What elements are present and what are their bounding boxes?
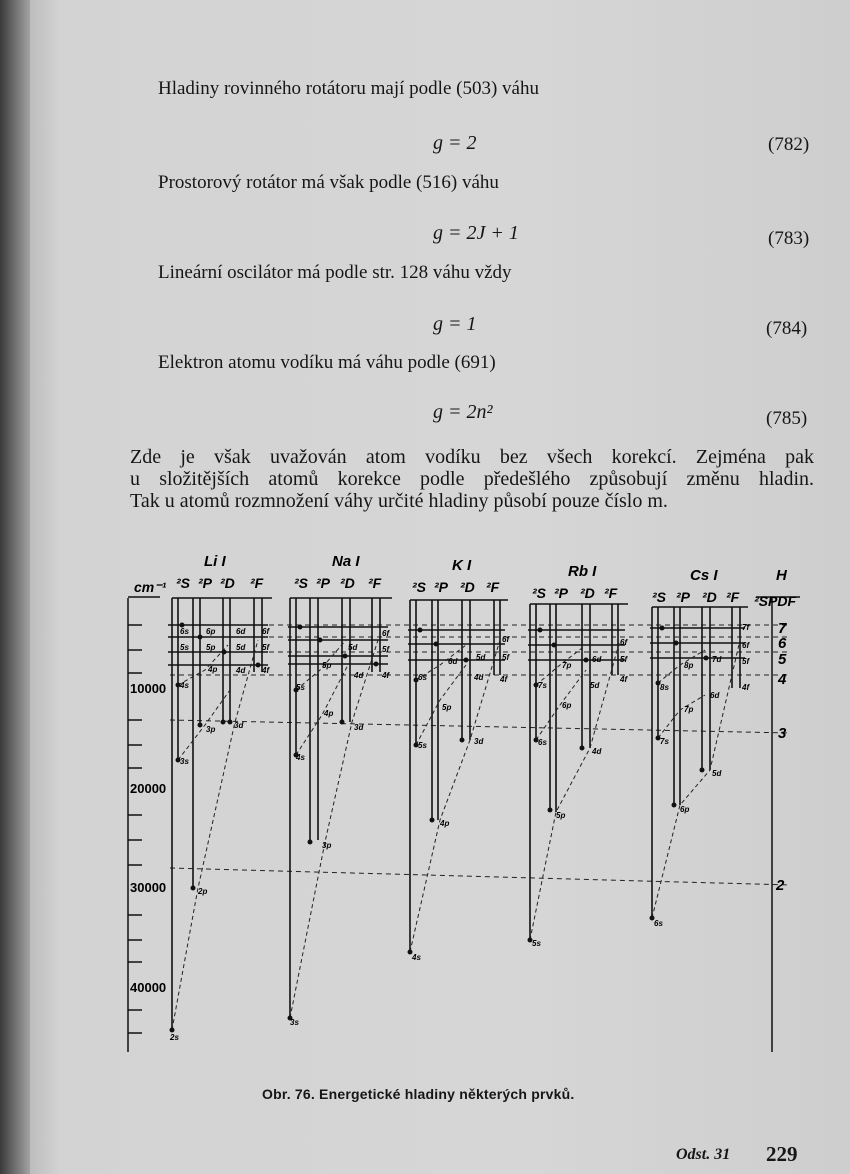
element-li: Li I — [204, 553, 226, 570]
na-label-5f: 5f — [382, 645, 390, 654]
cs-label-6p: 6p — [680, 805, 690, 814]
li-label-2p: 2p — [198, 887, 208, 896]
k-label-5s: 5s — [418, 741, 427, 750]
axis-tick-10000: 10000 — [130, 681, 167, 696]
k-label-5p: 5p — [442, 703, 452, 712]
li-label-4d: 4d — [236, 666, 246, 675]
k-label-4d: 4d — [474, 673, 484, 682]
paragraph-line-3: Tak u atomů rozmnožení váhy určité hladiny působí pouze číslo m. — [130, 490, 668, 512]
na-label-4d: 4d — [354, 671, 364, 680]
li-label-5p: 5p — [206, 643, 216, 652]
rb-label-5p: 5p — [556, 811, 566, 820]
footer-section: Odst. 31 — [676, 1146, 731, 1163]
equation-number-783: (783) — [768, 228, 810, 249]
rb-label-7s: 7s — [538, 681, 547, 690]
element-k: K I — [452, 557, 472, 574]
cs-label-7s: 7s — [660, 737, 669, 746]
k-label-6s: 6s — [418, 673, 427, 682]
li-header-d: ²D — [220, 575, 235, 591]
k-label-4p: 4p — [440, 819, 450, 828]
rb-header-f: ²F — [604, 585, 618, 601]
li-label-3d: 3d — [234, 721, 244, 730]
k-label-5f: 5f — [502, 653, 510, 662]
li-label-5f: 5f — [262, 643, 270, 652]
li-label-5s: 5s — [180, 643, 189, 652]
na-header-f: ²F — [368, 575, 382, 591]
na-label-4s: 4s — [296, 753, 305, 762]
element-na: Na I — [332, 553, 360, 570]
cs-label-4f: 4f — [742, 683, 750, 692]
rb-header-s: ²S — [532, 585, 546, 601]
paragraph-line-2: u složitějších atomů korekce podle předešlého způsobují změnu hladin. — [130, 468, 814, 490]
element-cs: Cs I — [690, 567, 718, 584]
li-header-f: ²F — [250, 575, 264, 591]
figure-caption: Obr. 76. Energetické hladiny některých prvků. — [262, 1086, 575, 1102]
li-label-6d: 6d — [236, 627, 246, 636]
k-label-6f: 6f — [502, 635, 510, 644]
k-header-d: ²D — [460, 579, 475, 595]
cs-label-6d: 6d — [710, 691, 720, 700]
na-label-6f: 6f — [382, 629, 390, 638]
cs-label-6s: 6s — [654, 919, 663, 928]
text-line-2: Prostorový rotátor má však podle (516) váhu — [158, 172, 499, 193]
axis-tick-30000: 30000 — [130, 880, 167, 895]
text-line-4: Elektron atomu vodíku má váhu podle (691) — [158, 352, 496, 373]
paragraph-line-1: Zde je však uvažován atom vodíku bez všech korekcí. Zejména pak — [130, 446, 814, 468]
rb-label-7p: 7p — [562, 661, 572, 670]
h-level-4: 4 — [778, 671, 787, 688]
rb-label-5f: 5f — [620, 655, 628, 664]
na-label-4f: 4f — [382, 671, 390, 680]
rb-header-p: ²P — [554, 585, 568, 601]
na-label-3p: 3p — [322, 841, 332, 850]
equation-783: g = 2J + 1 — [433, 222, 519, 244]
element-h: H — [776, 567, 787, 584]
k-label-5d: 5d — [476, 653, 486, 662]
na-label-4p: 4p — [324, 709, 334, 718]
text-line-1: Hladiny rovinného rotátoru mají podle (503) váhu — [158, 78, 539, 99]
page-number: 229 — [766, 1142, 798, 1166]
cs-label-7f: 7f — [742, 623, 750, 632]
k-header-f: ²F — [486, 579, 500, 595]
rb-label-6d: 6d — [592, 655, 602, 664]
cs-header-d: ²D — [702, 589, 717, 605]
h-level-3: 3 — [778, 725, 787, 742]
li-label-4s: 4s — [180, 681, 189, 690]
k-label-6d: 6d — [448, 657, 458, 666]
cs-label-7d: 7d — [712, 655, 722, 664]
axis-tick-20000: 20000 — [130, 781, 167, 796]
equation-784: g = 1 — [433, 313, 477, 335]
rb-label-5d: 5d — [590, 681, 600, 690]
cs-header-s: ²S — [652, 589, 666, 605]
li-label-3s: 3s — [180, 757, 189, 766]
k-header-s: ²S — [412, 579, 426, 595]
na-label-5d: 5d — [348, 643, 358, 652]
na-header-p: ²P — [316, 575, 330, 591]
na-label-3d: 3d — [354, 723, 364, 732]
rb-label-6s: 6s — [538, 738, 547, 747]
li-header-s: ²S — [176, 575, 190, 591]
unit-label: cm⁻¹ — [134, 579, 167, 595]
cs-header-f: ²F — [726, 589, 740, 605]
li-label-4p: 4p — [208, 665, 218, 674]
k-label-4s: 4s — [412, 953, 421, 962]
element-rb: Rb I — [568, 563, 597, 580]
li-label-4f: 4f — [262, 666, 270, 675]
k-label-4f: 4f — [500, 675, 508, 684]
na-label-5p: 5p — [322, 661, 332, 670]
equation-number-784: (784) — [766, 318, 808, 339]
li-label-6p: 6p — [206, 627, 216, 636]
h-level-6: 6 — [778, 635, 787, 652]
na-header-s: ²S — [294, 575, 308, 591]
cs-label-8p: 8p — [684, 661, 694, 670]
li-label-3p: 3p — [206, 725, 216, 734]
rb-label-6p: 6p — [562, 701, 572, 710]
k-label-3d: 3d — [474, 737, 484, 746]
cs-label-6f: 6f — [742, 641, 750, 650]
li-header-p: ²P — [198, 575, 212, 591]
cs-header-p: ²P — [676, 589, 690, 605]
h-level-2: 2 — [776, 877, 785, 894]
cs-label-5f: 5f — [742, 657, 750, 666]
li-label-6f: 6f — [262, 627, 270, 636]
h-level-7: 7 — [778, 620, 787, 637]
li-label-6s: 6s — [180, 627, 189, 636]
cs-label-7p: 7p — [684, 705, 694, 714]
rb-label-4d: 4d — [592, 747, 602, 756]
li-label-5d: 5d — [236, 643, 246, 652]
na-label-5s: 5s — [296, 683, 305, 692]
k-header-p: ²P — [434, 579, 448, 595]
rb-label-5s: 5s — [532, 939, 541, 948]
na-header-d: ²D — [340, 575, 355, 591]
text-line-3: Lineární oscilátor má podle str. 128 váhu vždy — [158, 262, 512, 283]
equation-number-785: (785) — [766, 408, 808, 429]
na-label-3s: 3s — [290, 1018, 299, 1027]
axis-tick-40000: 40000 — [130, 980, 167, 995]
h-level-5: 5 — [778, 651, 787, 668]
cs-label-5d: 5d — [712, 769, 722, 778]
rb-label-6f: 6f — [620, 638, 628, 647]
li-label-2s: 2s — [170, 1033, 179, 1042]
equation-782: g = 2 — [433, 132, 477, 154]
h-header: ²SPDF — [754, 593, 796, 609]
equation-785: g = 2n² — [433, 401, 493, 423]
cs-label-8s: 8s — [660, 683, 669, 692]
rb-header-d: ²D — [580, 585, 595, 601]
equation-number-782: (782) — [768, 134, 810, 155]
rb-label-4f: 4f — [620, 675, 628, 684]
